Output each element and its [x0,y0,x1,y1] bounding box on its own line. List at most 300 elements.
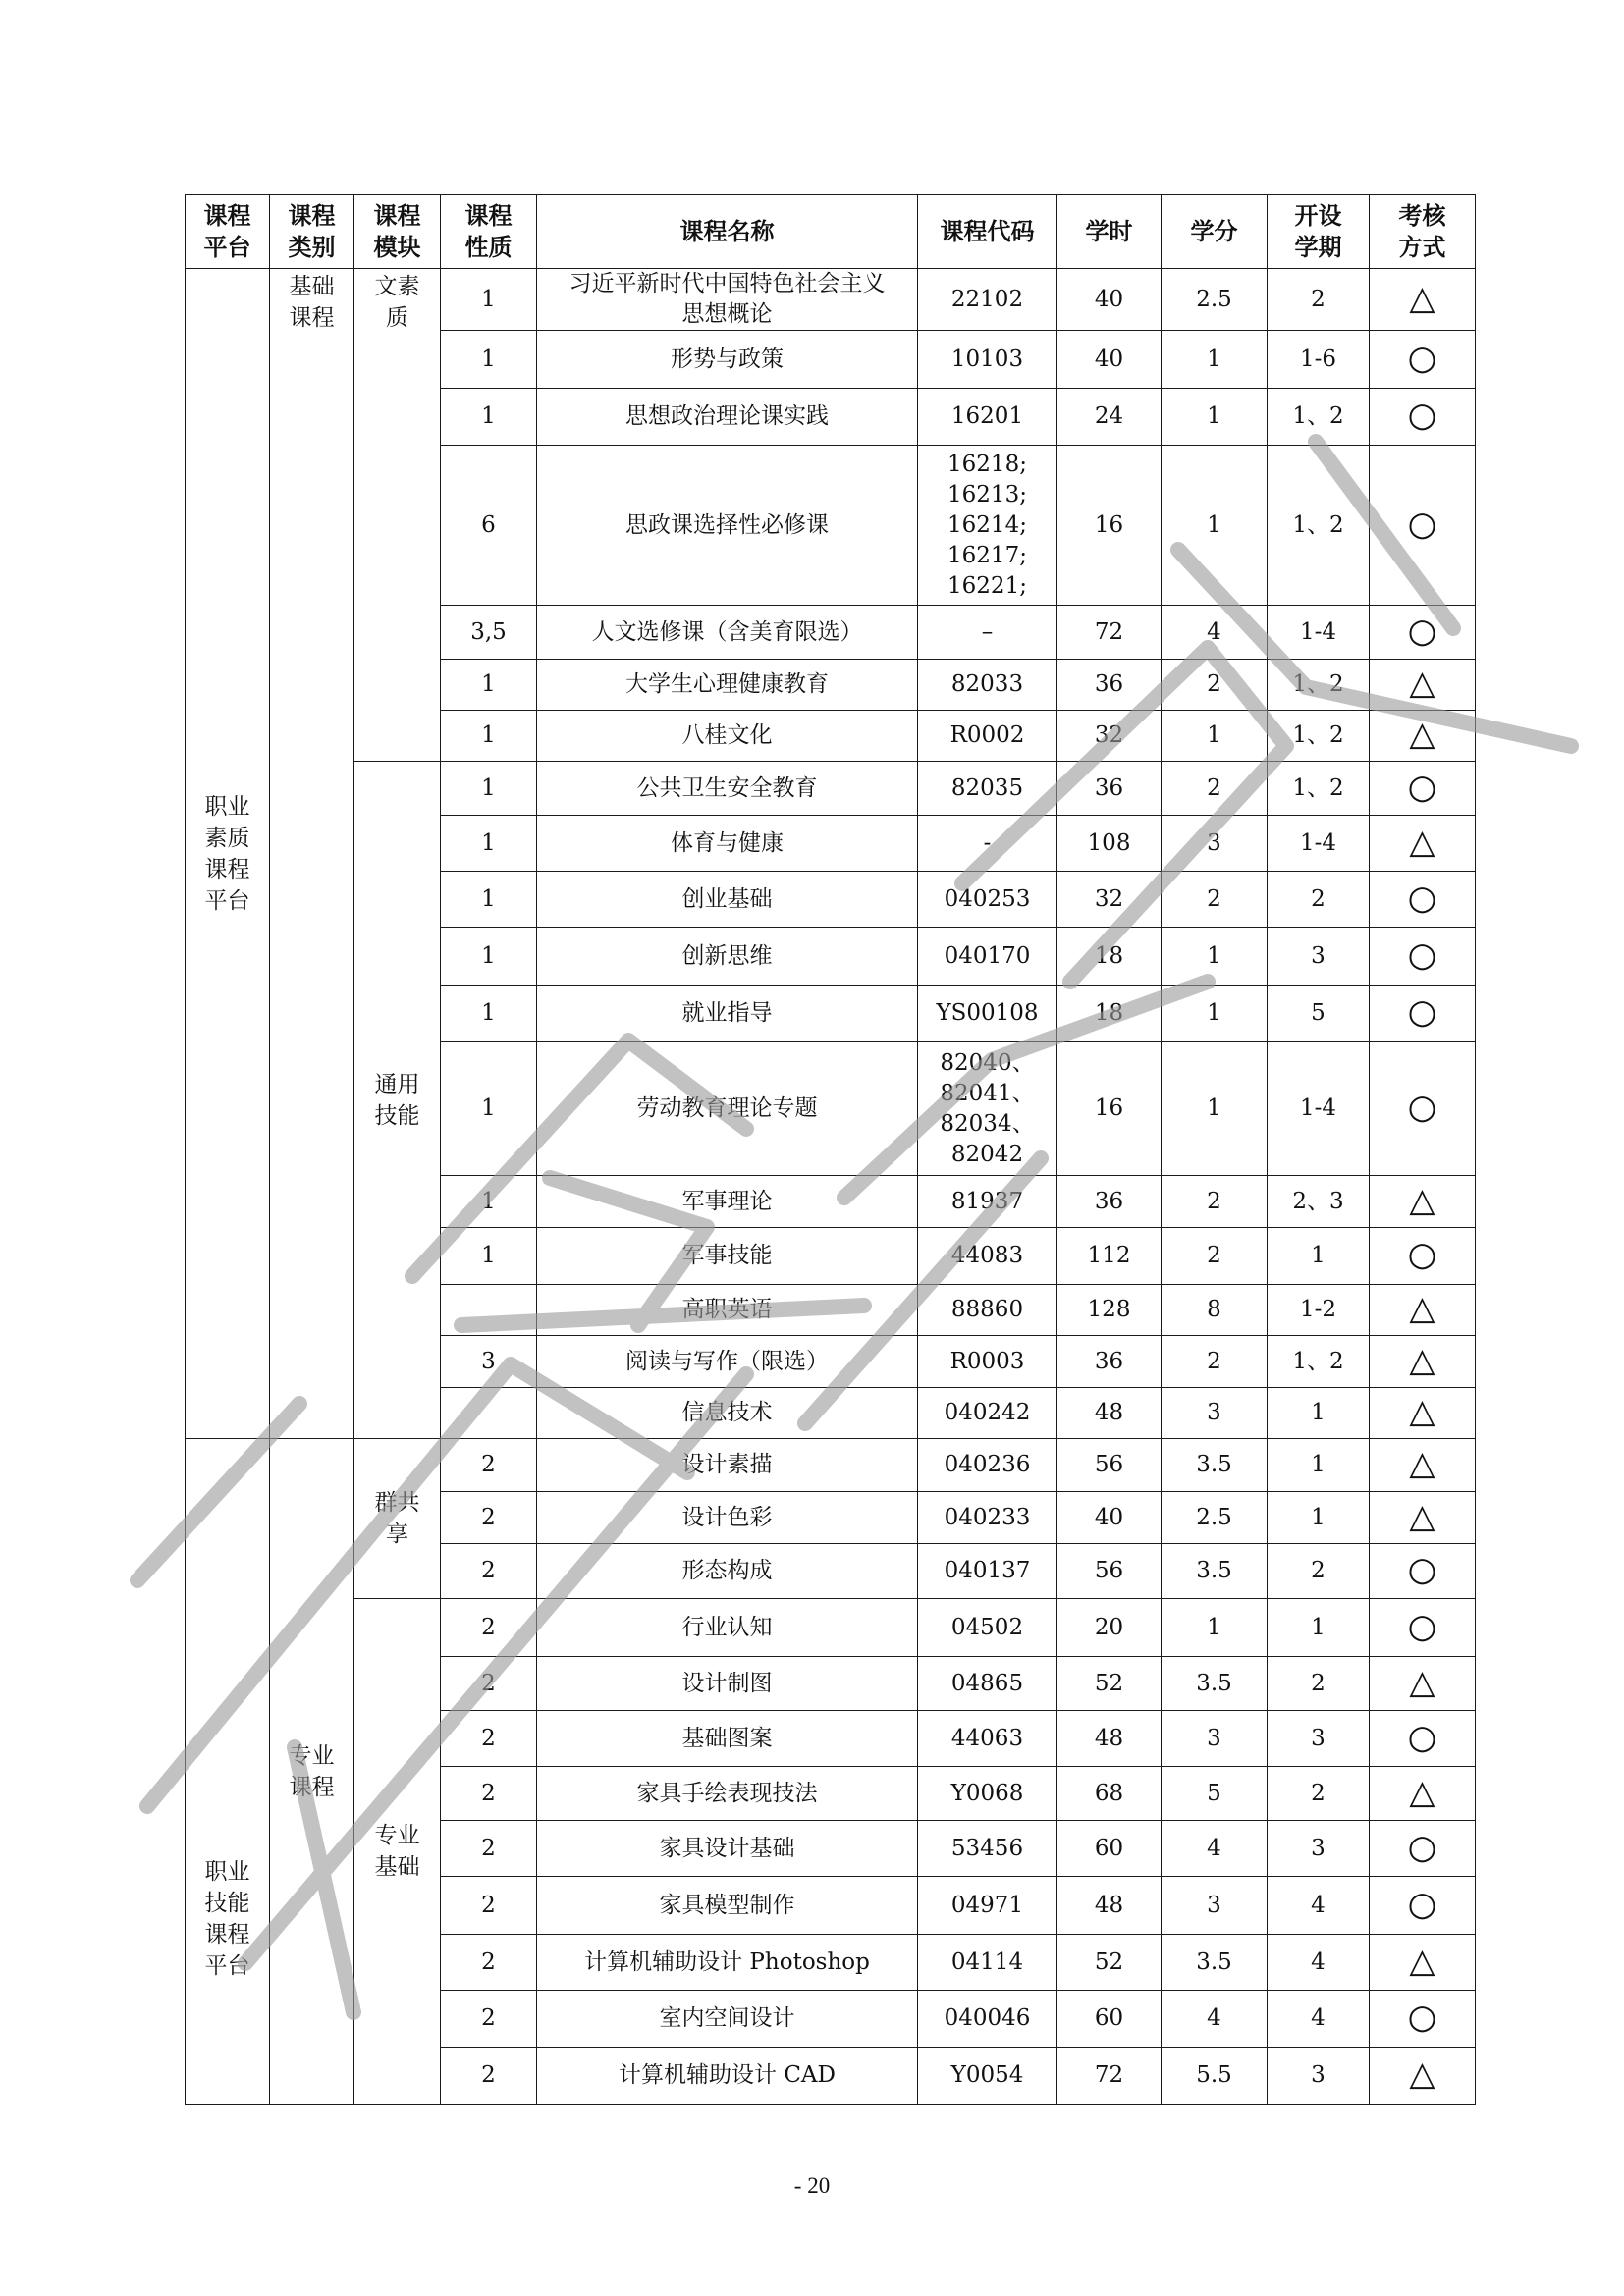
cell-assessment [1370,1285,1476,1336]
cell-assessment [1370,1657,1476,1711]
assessment-value: △ [1409,1392,1435,1431]
cell-name [537,1877,918,1935]
cell-assessment [1370,1935,1476,1991]
assessment-value: ○ [1407,878,1437,918]
code-value: 82033 [950,671,1024,697]
cell-credits [1162,1336,1268,1388]
cell-nature [441,928,537,986]
name-value: 创新思维 [681,942,773,969]
cell-credits [1162,331,1268,389]
cell-semester [1268,1439,1370,1492]
code-value: 04114 [950,1949,1024,1975]
name-value: 习近平新时代中国特色社会主义思想概论 [568,271,886,327]
cell-semester [1268,1711,1370,1767]
name-value: 高职英语 [681,1297,773,1322]
cell-assessment [1370,1877,1476,1935]
credits-value: 2.5 [1196,286,1232,312]
nature-value: 2 [481,1558,496,1583]
cell-name [537,986,918,1042]
cell-assessment [1370,660,1476,711]
code-value: 16201 [950,403,1024,429]
cell-semester [1268,446,1370,606]
cell-credits [1162,2048,1268,2105]
cell-name [537,1042,918,1176]
nature-value: 2 [481,1452,496,1477]
name-value: 公共卫生安全教育 [636,774,818,801]
code-value: 040170 [944,942,1031,969]
name-value: 家具设计基础 [659,1835,795,1861]
group-label: 职业素质课程平台 [204,793,250,914]
nature-value: 2 [481,1835,496,1861]
cell-semester [1268,389,1370,446]
credits-value: 3 [1207,829,1221,856]
nature-value: 1 [481,346,496,372]
cell-assessment [1370,1439,1476,1492]
hours-value: 36 [1094,1188,1124,1214]
assessment-value: △ [1409,1941,1435,1981]
cell-code [918,1711,1057,1767]
cell-hours [1057,606,1162,660]
cell-hours [1057,872,1162,928]
cell-name [537,711,918,762]
cell-name [537,1176,918,1228]
cell-nature [441,606,537,660]
cell-name [537,1991,918,2048]
cell-hours [1057,762,1162,816]
cell-credits [1162,816,1268,872]
name-value: 家具模型制作 [659,1892,795,1918]
name-value: 形势与政策 [671,346,784,372]
cell-code [918,928,1057,986]
cell-credits [1162,1935,1268,1991]
cell-nature [441,872,537,928]
name-value: 行业认知 [681,1614,773,1640]
nature-value: 2 [481,1614,496,1640]
cell-semester [1268,1821,1370,1877]
assessment-value: △ [1409,822,1435,862]
nature-value: 1 [481,1188,496,1214]
credits-value: 1 [1207,1614,1221,1640]
hours-value: 40 [1094,286,1124,312]
semester-value: 3 [1311,1725,1326,1751]
cell-semester [1268,1228,1370,1285]
cell-nature [441,1711,537,1767]
cell-assessment [1370,1767,1476,1821]
hours-value: 36 [1094,1348,1124,1374]
hours-value: 56 [1094,1452,1124,1477]
cell-assessment [1370,1336,1476,1388]
semester-value: 3 [1311,2062,1326,2088]
cell-name [537,1336,918,1388]
cell-code [918,762,1057,816]
cell-semester [1268,1176,1370,1228]
cell-nature [441,2048,537,2105]
credits-value: 3.5 [1196,1670,1232,1696]
cell-nature [441,446,537,606]
module-cell-humanities [354,269,441,762]
cell-hours [1057,1492,1162,1544]
cell-code [918,1877,1057,1935]
code-value: R0003 [949,1348,1025,1374]
assessment-value: △ [1409,664,1435,703]
cell-hours [1057,1228,1162,1285]
cell-assessment [1370,711,1476,762]
nature-value: 2 [481,1670,496,1696]
name-value: 就业指导 [681,1000,773,1026]
code-value: 04865 [950,1670,1024,1696]
semester-value: 4 [1311,1892,1326,1918]
cell-credits [1162,1991,1268,2048]
cell-code [918,1935,1057,1991]
credits-value: 3 [1207,1400,1221,1425]
hours-value: 112 [1087,1243,1131,1268]
credits-value: 1 [1207,1095,1221,1121]
cell-hours [1057,660,1162,711]
cell-credits [1162,762,1268,816]
name-value: 八桂文化 [681,722,773,748]
cell-nature [441,1388,537,1439]
name-value: 家具手绘表现技法 [636,1780,818,1806]
cell-semester [1268,1388,1370,1439]
semester-value: 2 [1311,1780,1326,1806]
cell-credits [1162,1544,1268,1599]
cell-credits [1162,1821,1268,1877]
name-value: 创业基础 [681,885,773,912]
cell-semester [1268,762,1370,816]
semester-value: 4 [1311,1949,1326,1975]
table-row [186,1439,1476,1492]
cell-code [918,1439,1057,1492]
cell-nature [441,1336,537,1388]
hours-value: 72 [1094,618,1124,645]
header-assessment: 考核方式 [1370,195,1476,269]
cell-name [537,1599,918,1657]
nature-value: 2 [481,2062,496,2088]
cell-credits [1162,1711,1268,1767]
cell-semester [1268,331,1370,389]
semester-value: 1 [1311,1400,1326,1425]
cell-nature [441,1767,537,1821]
category-cell-basic [270,269,354,1439]
cell-code [918,269,1057,331]
assessment-value: ○ [1407,1884,1437,1924]
name-value: 体育与健康 [671,829,784,856]
cell-semester [1268,1991,1370,2048]
cell-hours [1057,1544,1162,1599]
cell-assessment [1370,872,1476,928]
code-value: YS00108 [936,1000,1039,1026]
cell-semester [1268,1336,1370,1388]
cell-credits [1162,928,1268,986]
credits-value: 2 [1207,1348,1221,1374]
cell-nature [441,1439,537,1492]
cell-nature [441,1821,537,1877]
credits-value: 3 [1207,1892,1221,1918]
hours-value: 68 [1094,1780,1124,1806]
cell-assessment [1370,389,1476,446]
credits-value: 2 [1207,885,1221,912]
semester-value: 1-4 [1299,1095,1337,1121]
cell-credits [1162,660,1268,711]
cell-assessment [1370,1176,1476,1228]
cell-semester [1268,660,1370,711]
cell-credits [1162,446,1268,606]
cell-hours [1057,446,1162,606]
group-label: 专业基础 [374,1823,420,1880]
group-label: 职业技能课程平台 [204,1858,250,1979]
cell-assessment [1370,928,1476,986]
assessment-value: ○ [1407,1606,1437,1646]
cell-semester [1268,606,1370,660]
credits-value: 4 [1207,2005,1221,2031]
cell-code [918,2048,1057,2105]
cell-assessment [1370,986,1476,1042]
cell-hours [1057,331,1162,389]
cell-code [918,606,1057,660]
hours-value: 36 [1094,774,1124,801]
cell-nature [441,1991,537,2048]
assessment-value: ○ [1407,1550,1437,1589]
table-row [186,762,1476,816]
cell-semester [1268,1042,1370,1176]
category-cell-professional [270,1439,354,2105]
code-value: 040233 [944,1504,1031,1530]
cell-name [537,1285,918,1336]
nature-value: 1 [481,829,496,856]
nature-value: 3,5 [470,618,507,645]
cell-code [918,1544,1057,1599]
assessment-value: ○ [1407,1717,1437,1757]
credits-value: 1 [1207,403,1221,429]
cell-assessment [1370,269,1476,331]
module-cell-shared [354,1439,441,1599]
cell-nature [441,762,537,816]
assessment-value: ○ [1407,1998,1437,2037]
nature-value: 1 [481,671,496,697]
assessment-value: ○ [1407,934,1437,975]
semester-value: 1 [1311,1504,1326,1530]
cell-credits [1162,872,1268,928]
name-value: 信息技术 [681,1400,773,1425]
cell-hours [1057,1711,1162,1767]
cell-hours [1057,1767,1162,1821]
semester-value: 1 [1311,1614,1326,1640]
assessment-value: △ [1409,1444,1435,1483]
cell-hours [1057,1991,1162,2048]
header-row [186,195,1476,269]
nature-value: 6 [481,511,496,538]
hours-value: 52 [1094,1670,1124,1696]
cell-hours [1057,1336,1162,1388]
code-value: 82040、 82041、 82034、 82042 [940,1049,1035,1167]
hours-value: 52 [1094,1949,1124,1975]
code-value: R0002 [949,722,1025,748]
code-value: 04502 [950,1614,1024,1640]
cell-name [537,1492,918,1544]
header-platform: 课程平台 [186,195,270,269]
cell-name [537,1388,918,1439]
credits-value: 5 [1207,1780,1221,1806]
cell-hours [1057,1599,1162,1657]
cell-code [918,1228,1057,1285]
cell-name [537,872,918,928]
cell-semester [1268,1285,1370,1336]
cell-code [918,1991,1057,2048]
semester-value: 5 [1311,1000,1326,1026]
cell-name [537,606,918,660]
semester-value: 1 [1311,1452,1326,1477]
nature-value: 2 [481,1892,496,1918]
cell-code [918,660,1057,711]
cell-hours [1057,1176,1162,1228]
semester-value: 1 [1311,1243,1326,1268]
cell-code [918,1492,1057,1544]
group-label: 群共享 [374,1490,420,1547]
cell-name [537,660,918,711]
cell-hours [1057,1042,1162,1176]
cell-name [537,389,918,446]
name-value: 大学生心理健康教育 [625,671,829,697]
platform-cell-1 [186,269,270,1439]
cell-assessment [1370,1388,1476,1439]
hours-value: 128 [1087,1297,1131,1322]
cell-hours [1057,816,1162,872]
cell-assessment [1370,1492,1476,1544]
credits-value: 1 [1207,722,1221,748]
cell-assessment [1370,1228,1476,1285]
semester-value: 1-2 [1299,1297,1337,1322]
cell-credits [1162,1439,1268,1492]
name-value: 设计素描 [681,1452,773,1477]
cell-semester [1268,928,1370,986]
hours-value: 56 [1094,1558,1124,1583]
cell-hours [1057,1439,1162,1492]
cell-name [537,1439,918,1492]
cell-nature [441,1492,537,1544]
name-value: 思想政治理论课实践 [625,403,829,429]
group-label: 专业课程 [289,1742,335,1800]
header-nature: 课程性质 [441,195,537,269]
semester-value: 3 [1311,1835,1326,1861]
cell-semester [1268,986,1370,1042]
name-value: 基础图案 [681,1725,773,1751]
cell-nature [441,1657,537,1711]
cell-assessment [1370,1042,1476,1176]
cell-semester [1268,1935,1370,1991]
credits-value: 5.5 [1196,2062,1232,2088]
hours-value: 108 [1087,829,1131,856]
cell-credits [1162,711,1268,762]
cell-hours [1057,711,1162,762]
assessment-value: ○ [1407,338,1437,378]
cell-code [918,1599,1057,1657]
cell-nature [441,1935,537,1991]
credits-value: 4 [1207,618,1221,645]
name-value: 室内空间设计 [659,2005,795,2031]
cell-semester [1268,711,1370,762]
code-value: 10103 [950,346,1024,372]
cell-nature [441,986,537,1042]
cell-nature [441,1599,537,1657]
name-value: 思政课选择性必修课 [625,511,829,538]
code-value: 22102 [950,286,1024,312]
name-value: 计算机辅助设计 CAD [619,2062,836,2088]
cell-assessment [1370,1599,1476,1657]
cell-code [918,1388,1057,1439]
nature-value: 1 [481,1243,496,1268]
name-value: 军事技能 [681,1243,773,1268]
nature-value: 1 [481,1095,496,1121]
name-value: 人文选修课（含美育限选） [591,618,863,645]
cell-code [918,1176,1057,1228]
cell-hours [1057,1285,1162,1336]
cell-nature [441,660,537,711]
cell-credits [1162,1599,1268,1657]
assessment-value: △ [1409,1340,1435,1380]
cell-credits [1162,1492,1268,1544]
group-label: 通用技能 [374,1071,420,1129]
assessment-value: ○ [1407,767,1437,807]
cell-name [537,816,918,872]
group-label: 基础课程 [289,274,335,331]
cell-hours [1057,269,1162,331]
name-value: 形态构成 [681,1558,773,1583]
assessment-value: △ [1409,715,1435,754]
nature-value: 1 [481,885,496,912]
cell-nature [441,1877,537,1935]
credits-value: 8 [1207,1297,1221,1322]
module-cell-prof-basic [354,1599,441,2105]
credits-value: 1 [1207,511,1221,538]
cell-credits [1162,1176,1268,1228]
code-value: 040046 [944,2005,1031,2031]
semester-value: 1-6 [1299,346,1337,372]
cell-code [918,1285,1057,1336]
nature-value: 1 [481,774,496,801]
cell-name [537,2048,918,2105]
cell-name [537,446,918,606]
cell-assessment [1370,816,1476,872]
hours-value: 18 [1094,942,1124,969]
assessment-value: ○ [1407,504,1437,544]
header-module: 课程模块 [354,195,441,269]
credits-value: 2 [1207,671,1221,697]
cell-hours [1057,1877,1162,1935]
cell-credits [1162,1228,1268,1285]
nature-value: 2 [481,1504,496,1530]
cell-name [537,928,918,986]
cell-assessment [1370,1544,1476,1599]
module-cell-general [354,762,441,1439]
nature-value: 1 [481,286,496,312]
cell-code [918,389,1057,446]
cell-code [918,1821,1057,1877]
hours-value: 72 [1094,2062,1124,2088]
cell-credits [1162,1767,1268,1821]
cell-semester [1268,1544,1370,1599]
cell-code [918,816,1057,872]
header-category: 课程类别 [270,195,354,269]
semester-value: 1、2 [1292,671,1344,697]
code-value: – [981,618,994,645]
cell-assessment [1370,762,1476,816]
header-credits: 学分 [1162,195,1268,269]
cell-assessment [1370,1821,1476,1877]
code-value: 040242 [944,1400,1031,1425]
cell-name [537,1767,918,1821]
cell-code [918,1657,1057,1711]
credits-value: 2 [1207,1188,1221,1214]
